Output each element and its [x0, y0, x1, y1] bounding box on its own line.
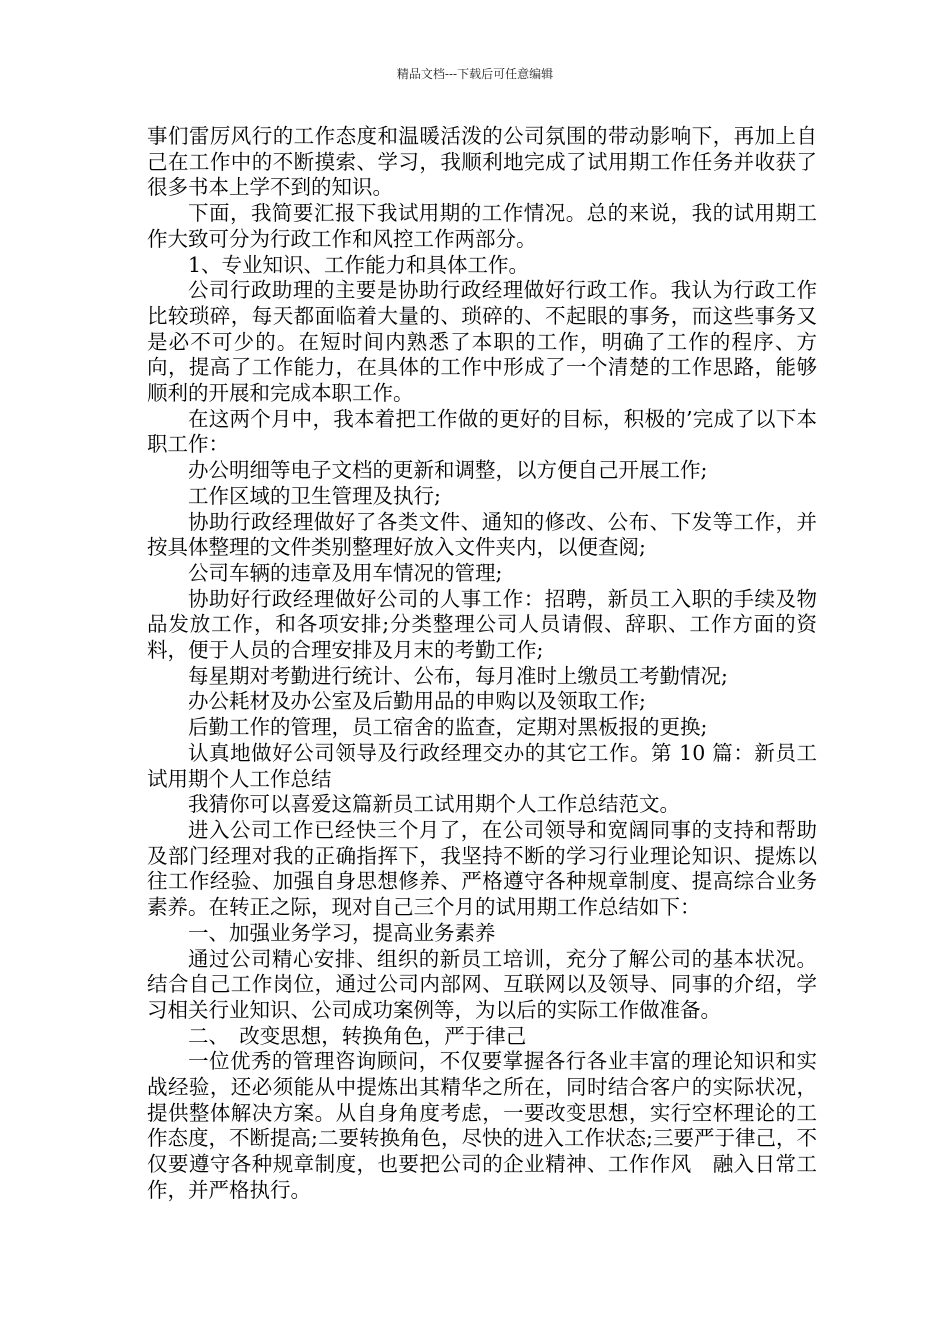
paragraph-6: 办公明细等电子文档的更新和调整，以方便自己开展工作; — [188, 458, 708, 483]
page-header: 精品文档---下载后可任意编辑 — [396, 67, 554, 81]
paragraph-4: 公司行政助理的主要是协助行政经理做好行政工作。我认为行政工作比较琐碎，每天都面临着大量的、琐碎的、不起眼的事务，而这些事务又是必不可少的。在短时间内熟悉了本职的工作，明确了工作的程序、方向，提高了工作能力，在具体的工作中形成了一个清楚的工作思路，能够顺利的开展和完成本职工作。 — [147, 278, 817, 406]
section-heading-2: 二、 改变思想，转换角色，严于律己 — [188, 1023, 527, 1048]
paragraph-3: 1、专业知识、工作能力和具体工作。 — [188, 252, 530, 277]
paragraph-2: 下面，我简要汇报下我试用期的工作情况。总的来说，我的试用期工作大致可分为行政工作和风控工作两部分。 — [147, 201, 817, 251]
paragraph-1: 事们雷厉风行的工作态度和温暖活泼的公司氛围的带动影响下，再加上自己在工作中的不断摸索、学习，我顺利地完成了试用期工作任务并收获了很多书本上学不到的知识。 — [147, 124, 817, 200]
paragraph-15: 我猜你可以喜爱这篇新员工试用期个人工作总结范文。 — [188, 792, 680, 817]
paragraph-11: 每星期对考勤进行统计、公布，每月准时上缴员工考勤情况; — [188, 663, 728, 688]
paragraph-20: 一位优秀的管理咨询顾问，不仅要掌握各行各业丰富的理论知识和实战经验，还必须能从中提炼出其精华之所在，同时结合客户的实际状况，提供整体解决方案。从自身角度考虑，一要改变思想，实行空杯理论的工作态度，不断提高;二要转换角色，尽快的进入工作状态;三要严于律己，不仅要遵守各种规章制度，也要把公司的企业精神、工作作风 融入日常工作，并严格执行。 — [147, 1049, 817, 1202]
paragraph-10: 协助好行政经理做好公司的人事工作：招聘，新员工入职的手续及物品发放工作，和各项安排;分类整理公司人员请假、辞职、工作方面的资料，便于人员的合理安排及月末的考勤工作; — [147, 586, 817, 663]
paragraph-13: 后勤工作的管理，员工宿舍的监查，定期对黑板报的更换; — [188, 715, 708, 740]
paragraph-8: 协助行政经理做好了各类文件、通知的修改、公布、下发等工作，并按具体整理的文件类别整理好放入文件夹内，以便查阅; — [147, 509, 817, 560]
document-body — [147, 124, 817, 1204]
paragraph-9: 公司车辆的违章及用车情况的管理; — [188, 560, 503, 585]
paragraph-5: 在这两个月中，我本着把工作做的更好的目标，积极的’完成了以下本职工作： — [147, 406, 817, 457]
section-heading-1: 一、加强业务学习，提高业务素养 — [188, 920, 496, 945]
paragraph-12: 办公耗材及办公室及后勤用品的申购以及领取工作; — [188, 689, 646, 714]
paragraph-7: 工作区域的卫生管理及执行; — [188, 483, 441, 508]
paragraph-18: 通过公司精心安排、组织的新员工培训，充分了解公司的基本状况。结合自己工作岗位，通过公司内部网、互联网以及领导、同事的介绍，学习相关行业知识、公司成功案例等，为以后的实际工作做准备。 — [147, 946, 817, 1022]
paragraph-16: 进入公司工作已经快三个月了，在公司领导和宽阔同事的支持和帮助及部门经理对我的正确指挥下，我坚持不断的学习行业理论知识、提炼以往工作经验、加强自身思想修养、严格遵守各种规章制度、提高综合业务素养。在转正之际，现对自己三个月的试用期工作总结如下： — [147, 817, 817, 920]
paragraph-14: 认真地做好公司领导及行政经理交办的其它工作。第 10 篇：新员工试用期个人工作总结 — [147, 740, 817, 791]
